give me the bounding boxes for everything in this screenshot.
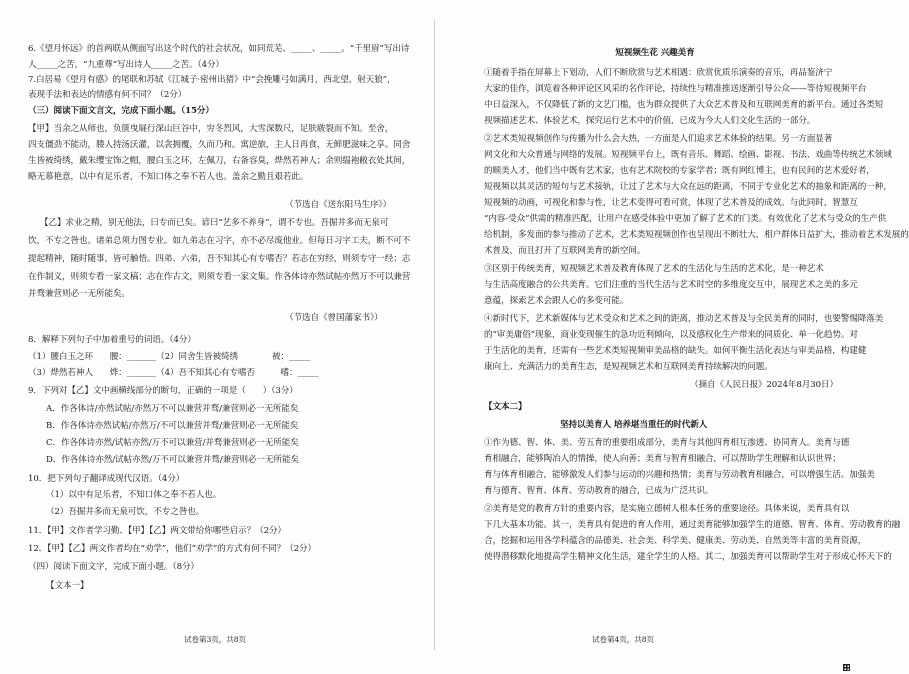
qr-code-icon	[843, 664, 850, 671]
article-title: 短视频生花 兴趣美育	[615, 48, 695, 58]
right-text-line: 【文本二】	[484, 402, 527, 412]
left-text-line: 饮，不专之咎也。诸弟总须力图专业。如九弟志在习字，亦不必尽废他业。但每日习字工夫，断不可不	[28, 236, 411, 246]
right-text-line: 育与德育、智育、体育、劳动教育的融合，已成为广泛共识。	[484, 486, 714, 496]
right-text-line: 给机制，多发面的参与推动了艺术，艺术类短视频创作也呈现出不断壮大，相户群体日益扩大，推动着艺术发展的	[484, 230, 909, 240]
right-text-line: 坚持以美育人 培养堪当重任的时代新人	[560, 420, 708, 430]
right-text-line: ②艺术类短视频创作与传播为什么会大热，一方面是人们追求艺术体验的结果。另一方面显著	[484, 134, 833, 144]
right-text-line: 网文化和大众普通与网络的发展。短视频平台上，既有音乐、舞蹈、绘画、影视、书法、戏曲等传统艺术领域	[484, 150, 892, 160]
left-text-line: 人_____之苦，“九重尊”写出诗人_____之苦。（4分）	[28, 60, 225, 70]
right-text-line: ③区别于传统美育，短视频艺术普及教育体现了艺术的生活化与生活的艺术化，是一种艺术	[484, 264, 824, 274]
right-text-line: 与生活高度融合的公共美育。它们注重的当代生活与艺术时空的多维度交互中，展现艺术之美的多元	[484, 280, 858, 290]
right-text-line: 于生活化的美育，还需有一些艺术类短视频审美品格的缺失。如何平衡生活化表达与审美品格，构建健	[484, 346, 867, 356]
left-text-line: （节选自《送东阳马生序》）	[285, 200, 392, 210]
left-text-line: C．作各体诗亦然/试帖亦然/万不可以兼营/并骛兼营则必一无所能矣	[46, 438, 299, 448]
left-text-line: 表现手法和表达的情感有何不同？（2分）	[28, 90, 187, 100]
right-page-footer: 试卷第4页，共8页	[592, 635, 654, 644]
right-text-line: （摘自《人民日报》2024年8月30日）	[690, 380, 838, 390]
right-text-line: 短视频以其灵活的短句与艺术接轨，让过了艺术与大众在远的距离，不同于专业化艺术的抽象和距离的一种，	[484, 182, 892, 192]
right-text-line: ①作为德、智、体、美、劳五育的重要组成部分，美育与其他四育相互渗透、协同育人。美育与德	[484, 438, 850, 448]
left-text-line: （三）阅读下面文言文，完成下面小题。（15分）	[28, 106, 214, 116]
right-page	[440, 0, 909, 674]
left-text-line: 【文本一】	[46, 581, 89, 591]
right-text-line: 术普及，而且打开了互联网美育的新空间。	[484, 246, 646, 256]
page-divider	[434, 20, 435, 650]
right-text-line: 下几大基本功能。其一，美育具有促进的育人作用，通过美育能够加强学生的道德、智育、体育、劳动教育的融	[484, 520, 901, 530]
left-text-line: （2）吾掘井多而无泉可饮，不专之咎也。	[46, 507, 205, 517]
left-text-line: 9．下列对【乙】文中画横线部分的断句，正确的一项是（ ）（3分）	[28, 386, 298, 396]
right-text-line: 视频描述艺术、体验艺术，探究运行艺术中的价值，已成为今大人们文化生活的一部分。	[484, 116, 816, 126]
left-text-line: 四支僵劲不能动，媵人持汤沃灌，以衾拥覆，久而乃和。寓逆旅，主人日再食，无鲜肥滋味之享。同舍	[28, 140, 411, 150]
right-text-line: 合，挖掘和运用各学科蕴含的品德美、社会美、科学美、健康美、劳动美、自然美等丰富的美育资源，	[484, 536, 867, 546]
right-text-line: 中日益深入，不仅降低了新的文艺门槛，也为群众提供了大众艺术普及和互联网美育的新平台。通过各类短	[484, 100, 884, 110]
left-page	[0, 0, 430, 674]
left-text-line: 【乙】求业之精，别无他法，曰专而已矣。谚曰“艺多不养身”，谓不专也。吾掘井多而无泉可	[40, 218, 389, 228]
left-text-line: 在作制义，则须专看一家文稿；志在作古文，则须专看一家文集。作各体诗亦然试帖亦然万不可以兼营	[28, 272, 411, 282]
left-text-line: 8．解释下列句子中加着重号的词语。（4分）	[28, 335, 196, 345]
right-text-line: 育与体育相融合，能够激发人们参与运动的兴趣和热情；美育与劳动教育相融合，可以增强生活。加强美	[484, 470, 875, 480]
right-text-line: 育相融合，能够陶冶人的情操，使人向善；美育与智育相融合，可以帮助学生理解和认识世界；	[484, 454, 841, 464]
left-text-line: 10．把下列句子翻译成现代汉语。（4分）	[28, 474, 185, 484]
left-text-line: D．作各体诗亦然/试帖亦然/万不可以兼营并骛/兼营则必一无所能矣	[46, 455, 300, 465]
right-text-line: ②美育是党的教育方针的重要内容，是实施立德树人根本任务的重要途径。具体来说，美育具有以	[484, 504, 850, 514]
left-text-line: （四）阅读下面文字，完成下面小题。（8分）	[28, 562, 199, 572]
left-text-line: 7.白居易《望月有感》的尾联和苏轼《江城子·密州出猎》中“会挽雕弓如满月，西北望，射天狼”，	[28, 75, 396, 85]
right-text-line: 大家的佳作，浏览着各种评论区风采的名作评论，持续性与精准推送逐渐引导公众——等待短视频平台	[484, 84, 867, 94]
right-text-line: 意蕴，探索艺术会跟人心的多变可能。	[484, 296, 629, 306]
left-text-line: 并骛兼营则必一无所能矣。	[28, 289, 130, 299]
left-text-line: 12．【甲】【乙】两文作者均在“劝学”，他们“劝学”的方式有何不同？（2分）	[28, 544, 316, 554]
left-text-line: （1）以中有足乐者，不知口体之奉不若人也。	[46, 490, 222, 500]
right-text-line: 的顺美人才，他们当中既有艺术家，也有艺术院校的专家学者；既有网红博主，也有民间的艺术爱好者，	[484, 166, 875, 176]
right-text-line: 短视频的动画，可视化和参与性，让艺术变得可看可赏，体现了艺术普及的成效。与此同时，智慧互	[484, 198, 858, 208]
left-text-line: 6.《望月怀远》的首两联从侧面写出这个时代的社会状况，如同荒芜、_____、_____。“千里眉”写出诗	[28, 44, 410, 54]
right-text-line: 的“审美庸俗”现象，商业变现催生的急功近利倾向，以及感权化生产带来的同质化、单一化趋势。对	[484, 330, 858, 340]
right-text-line: ①随着手指在屏幕上下划动，人们不断欣赏与艺术相遇：欣赏优质乐演奏的音乐，再品鉴济宁	[484, 68, 833, 78]
left-text-line: B．作各体诗亦然试帖/亦然万/不可以兼营并骛/兼营则必一无所能矣	[46, 421, 299, 431]
left-text-line: （1）腰白玉之环 腰：_______（2）同舍生皆被绮绣 被：_____	[28, 352, 310, 362]
left-text-line: 生皆被绮绣，戴朱缨宝饰之帽，腰白玉之环，左佩刀，右备容臭，烨然若神人；余则缊袍敝衣处其间，	[28, 156, 411, 166]
left-page-footer: 试卷第3页，共8页	[184, 635, 246, 644]
left-text-line: 略无慕艳意，以中有足乐者，不知口体之奉不若人也。盖余之勤且艰若此。	[28, 172, 309, 182]
left-text-line: （节选自《曾国藩家书》）	[285, 313, 383, 323]
left-text-line: A．作各体诗/亦然试帖/亦然万不可以兼营并骛/兼营则必一无所能矣	[46, 404, 299, 414]
right-text-line: ④新时代下，艺术新媒体与艺术受众和艺术之间的距离，推动艺术普及与全民美育的同时，也要警惕降落美	[484, 314, 884, 324]
right-text-line: 使得潜移默化地提高学生精神文化生活，建全学生的人格。其二，加强美育可以帮助学生对于形成心怀天下的	[484, 552, 892, 562]
left-text-line: 【甲】当余之从师也，负箧曳屣行深山巨谷中，穷冬烈风，大雪深数尺，足肤皲裂而不知。至舍，	[28, 124, 394, 134]
right-text-line: “内容-受众”供需的精准匹配，让用户在感受体验中更加了解了艺术的门类。有效优化了艺术与受众的生产供	[484, 214, 887, 224]
left-text-line: 提起精神，随时随事，皆可触悟。四弟、六弟，吾不知其心有专嗜否？若志在穷经，则须专守一经；志	[28, 254, 411, 264]
left-text-line: 11．【甲】文作者学习勤、【甲】【乙】两文带给你哪些启示？（2分）	[28, 526, 287, 536]
left-text-line: （3）烨然若神人 烨：_______（4）吾不知其心有专嗜否 嗜：_____	[28, 368, 319, 378]
right-text-line: 康向上、充满活力的美育生态，是短视频艺术和互联网美育持续解决的问题。	[484, 362, 773, 372]
